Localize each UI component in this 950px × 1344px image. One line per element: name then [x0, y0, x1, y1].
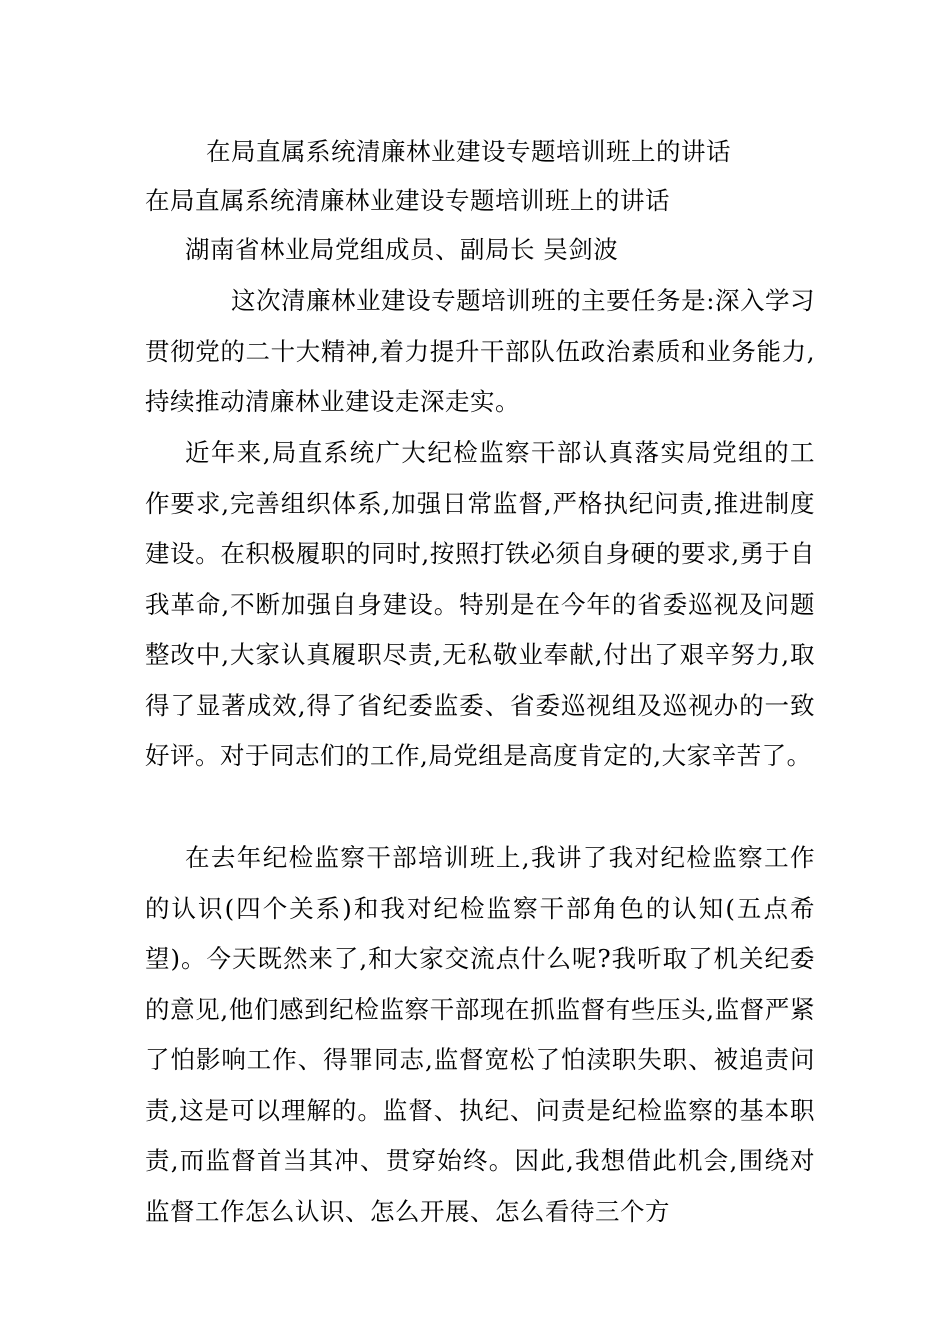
paragraph-3: 在去年纪检监察干部培训班上,我讲了我对纪检监察工作的认识(四个关系)和我对纪检监察干部角色的认知(五点希望)。今天既然来了,和大家交流点什么呢?我听取了机关纪委的意见,他们感到纪检监察干部现在抓监督有些压头,监督严紧了怕影响工作、得罪同志,监督宽松了怕渎职失职、被追责问责,这是可以理解的。监督、执纪、问责是纪检监察的基本职责,而监督首当其冲、贯穿始终。因此,我想借此机会,围绕对监督工作怎么认识、怎么开展、怎么看待三个方 — [145, 843, 815, 1226]
paragraph-2: 近年来,局直系统广大纪检监察干部认真落实局党组的工作要求,完善组织体系,加强日常监督,严格执纪问责,推进制度建设。在积极履职的同时,按照打铁必须自身硬的要求,勇于自我革命,不断加强自身建设。特别是在今年的省委巡视及问题整改中,大家认真履职尽责,无私敬业奉献,付出了艰辛努力,取得了显著成效,得了省纪委监委、省委巡视组及巡视办的一致好评。对于同志们的工作,局党组是高度肯定的,大家辛苦了。 — [145, 438, 815, 770]
document-title: 在局直属系统清廉林业建设专题培训班上的讲话 — [206, 137, 731, 166]
author-line: 湖南省林业局党组成员、副局长 吴剑波 — [185, 235, 619, 264]
paragraph-1: 这次清廉林业建设专题培训班的主要任务是:深入学习贯彻党的二十大精神,着力提升干部队伍政治素质和业务能力,持续推动清廉林业建设走深走实。 — [145, 286, 815, 416]
document-subtitle: 在局直属系统清廉林业建设专题培训班上的讲话 — [145, 186, 670, 215]
